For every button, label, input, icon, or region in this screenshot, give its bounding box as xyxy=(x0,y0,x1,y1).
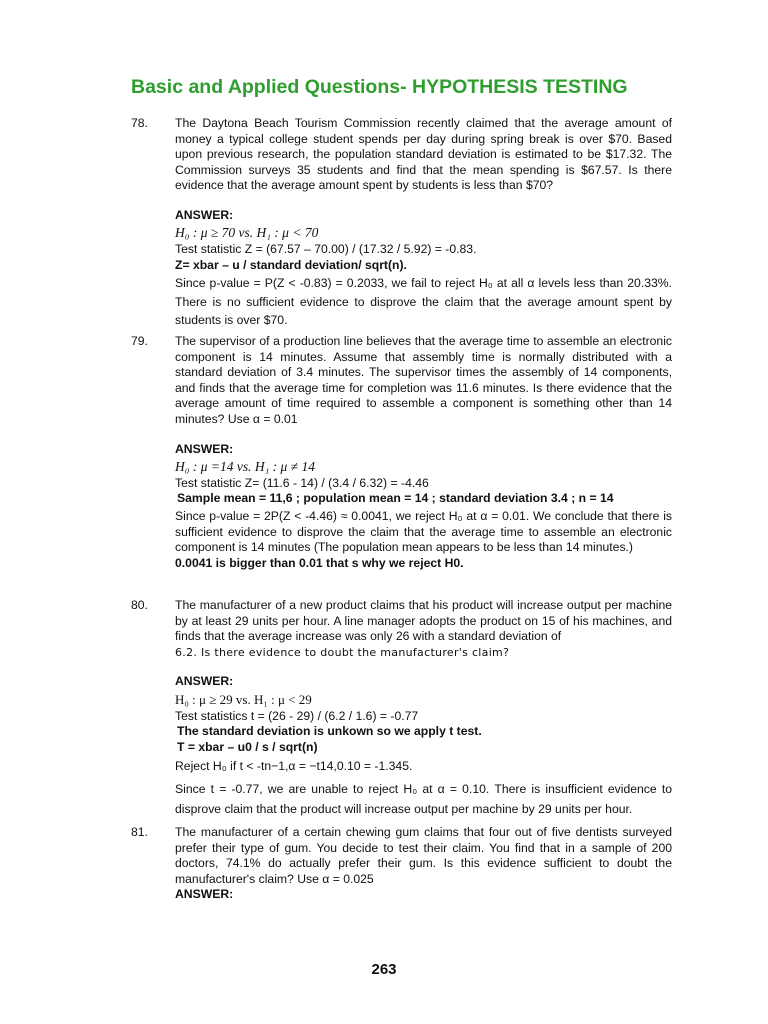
page-title: Basic and Applied Questions- HYPOTHESIS TESTING xyxy=(131,76,628,98)
question-text: The manufacturer of a new product claims that his product will increase output per machine by at least 29 units per hour. A line manager adopts the product on 15 of his machines, and finds that the average increase was only 26 with a standard deviation of xyxy=(175,598,672,644)
answer-label: ANSWER: xyxy=(175,441,234,456)
rejection-rule: Reject H₀ if t < -tn−1,α = −t14,0.10 = -1.345. xyxy=(175,759,413,774)
data-note: Sample mean = 11,6 ; population mean = 14 ; standard deviation 3.4 ; n = 14 xyxy=(177,491,614,506)
formula: T = xbar – u0 / s / sqrt(n) xyxy=(177,739,318,754)
method-note: The standard deviation is unkown so we apply t test. xyxy=(177,724,482,739)
answer-label: ANSWER: xyxy=(175,887,234,902)
hypotheses: H₀ : μ ≥ 29 vs. H₁ : μ < 29 xyxy=(175,691,312,707)
question-number: 78. xyxy=(131,116,148,130)
hypotheses: H₀ : μ =14 vs. H₁ : μ ≠ 14 xyxy=(175,459,315,475)
hypotheses: H₀ : μ ≥ 70 vs. H₁ : μ < 70 xyxy=(175,224,319,240)
page-number: 263 xyxy=(371,961,397,978)
question-number: 79. xyxy=(131,334,148,348)
test-statistic: Test statistic Z = (67.57 – 70.00) / (17.32 / 5.92) = -0.83. xyxy=(175,242,477,257)
question-number: 80. xyxy=(131,598,148,612)
conclusion: Since p-value = 2P(Z < -4.46) ≈ 0.0041, we reject H₀ at α = 0.01. We conclude that there is sufficient evidence to disprove the claim that the average time to assemble an electronic component is 14 minutes (The population mean appears to be less than 14 minutes.) xyxy=(175,508,672,555)
answer-label: ANSWER: xyxy=(175,674,234,689)
formula: Z= xbar – u / standard deviation/ sqrt(n). xyxy=(175,257,407,272)
test-statistic: Test statistic Z= (11.6 - 14) / (3.4 / 6.32) = -4.46 xyxy=(175,475,429,490)
question-text: The manufacturer of a certain chewing gum claims that four out of five dentists surveyed prefer their type of gum. You decide to test their claim. You find that in a sample of 200 doctors, 74.1% do actually prefer their gum. Is this evidence sufficient to doubt the manufacturer's claim? Use α = 0.025 xyxy=(175,825,672,886)
question-text-continued: 6.2. Is there evidence to doubt the manufacturer's claim? xyxy=(175,645,510,659)
question-text: The supervisor of a production line believes that the average time to assemble an electronic component is 14 minutes. Assume that assembly time is normally distributed with a standard deviation of 3.4 minutes. The supervisor times the assembly of 14 components, and finds that the average time for completion was 11.6 minutes. Is there evidence that the average amount of time required to assemble a component is something other than 14 minutes? Use α = 0.01 xyxy=(175,334,672,426)
rejection-note: 0.0041 is bigger than 0.01 that s why we reject H0. xyxy=(175,555,464,570)
question-text: The Daytona Beach Tourism Commission recently claimed that the average amount of money a typical college student spends per day during spring break is over $70. Based upon previous research, the population standard deviation is estimated to be $17.32. The Commission surveys 35 students and find that the mean spending is $67.57. Is there evidence that the average amount spent by students is less than $70? xyxy=(175,116,672,193)
answer-label: ANSWER: xyxy=(175,207,234,222)
conclusion: Since p-value = P(Z < -0.83) = 0.2033, we fail to reject H₀ at all α levels less than 20.33%. There is no sufficient evidence to disprove the claim that the average amount spent by students is over $70. xyxy=(175,276,672,328)
question-number: 81. xyxy=(131,825,148,839)
conclusion: Since t = -0.77, we are unable to reject H₀ at α = 0.10. There is insufficient evidence to disprove claim that the product will increase output per machine by 29 units per hour. xyxy=(175,781,672,816)
test-statistic: Test statistics t = (26 - 29) / (6.2 / 1.6) = -0.77 xyxy=(175,708,419,723)
